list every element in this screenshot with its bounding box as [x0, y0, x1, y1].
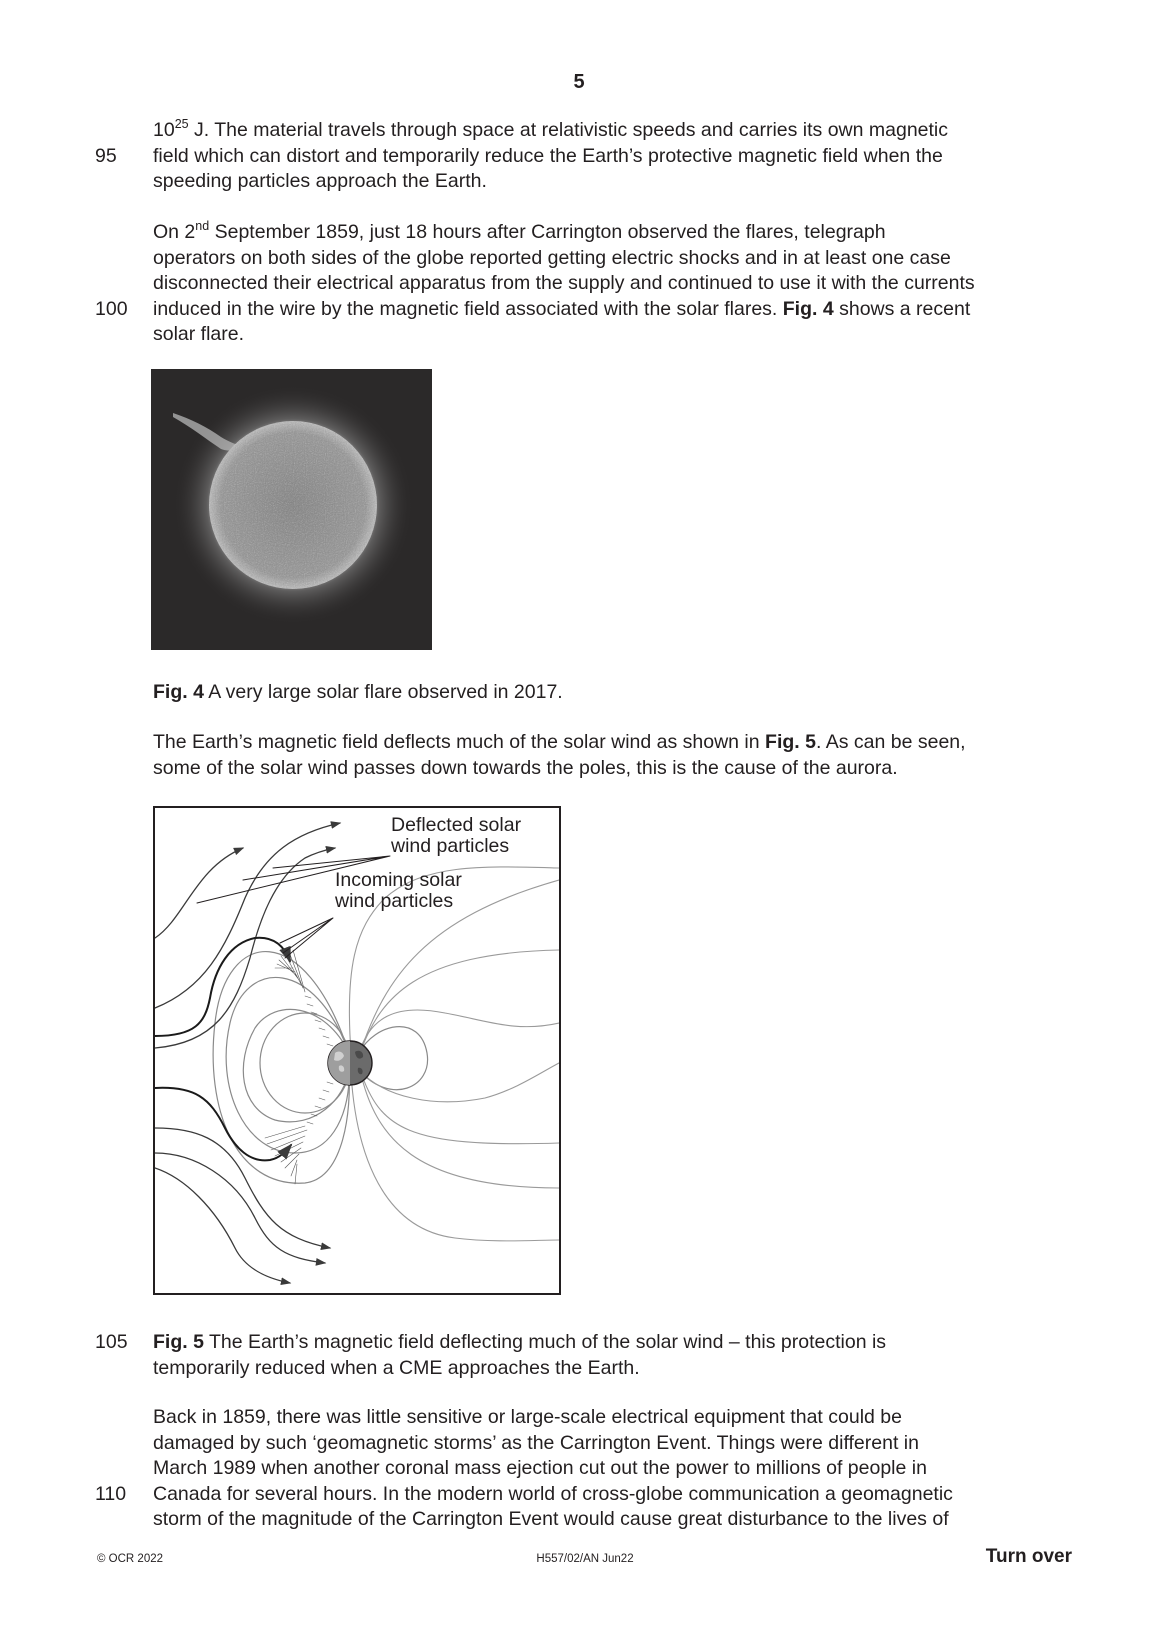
figure-4-caption: Fig. 4 A very large solar flare observed in 2017.	[153, 681, 563, 703]
paragraph-4-line-1: Back in 1859, there was little sensitive or large-scale electrical equipment that could be	[153, 1406, 902, 1428]
paragraph-2-line-3: disconnected their electrical apparatus from the supply and continued to use it with the currents	[153, 272, 975, 295]
line-number-100: 100	[95, 297, 128, 320]
footer-paper-code: H557/02/AN Jun22	[536, 1553, 634, 1565]
line-number-110: 110	[95, 1482, 127, 1505]
paragraph-1-line-1: $10^{25}$ J. The material travels through space at relativistic speeds and carries its own magnetic	[153, 117, 949, 141]
earth-icon	[328, 1041, 372, 1085]
paragraph-4-line-4: Canada for several hours. In the modern world of cross-globe communication a geomagnetic	[153, 1482, 953, 1505]
paragraph-1-line-3: speeding particles approach the Earth.	[153, 170, 487, 193]
paragraph-4-line-5: storm of the magnitude of the Carrington Event would cause great disturbance to the lives of	[153, 1508, 949, 1531]
paragraph-3-line-1: The Earth’s magnetic field deflects much of the solar wind as shown in Fig. 5. As can be seen,	[153, 731, 966, 753]
figure-5-caption-line-2: temporarily reduced when a CME approaches the Earth.	[153, 1356, 640, 1379]
paragraph-2-line-4: induced in the wire by the magnetic field associated with the solar flares. Fig. 4 shows a recent	[153, 297, 971, 320]
paragraph-2-line-5: solar flare.	[153, 323, 245, 346]
fig-4-reference: Fig. 4	[782, 297, 834, 320]
line-number-95: 95	[95, 144, 117, 167]
paragraph-2-line-1: On 2nd September 1859, just 18 hours after Carrington observed the flares, telegraph	[153, 219, 886, 243]
line-number-105: 105	[95, 1331, 128, 1353]
paragraph-4-line-3: March 1989 when another coronal mass ejection cut out the power to millions of people in	[153, 1457, 927, 1480]
paragraph-4-line-2: damaged by such ‘geomagnetic storms’ as the Carrington Event. Things were different in	[153, 1431, 919, 1454]
magnetosphere-diagram	[153, 806, 561, 1295]
turn-over-label: Turn over	[985, 1546, 1072, 1567]
figure-5-caption-line-1: Fig. 5 The Earth’s magnetic field deflecting much of the solar wind – this protection is	[153, 1331, 887, 1353]
paragraph-2-line-2: operators on both sides of the globe reported getting electric shocks and in at least one case	[153, 246, 951, 269]
sun-icon	[151, 369, 432, 650]
label-deflected-solar-wind: Deflected solar wind particles	[391, 814, 522, 857]
paragraph-1-line-2: field which can distort and temporarily reduce the Earth’s protective magnetic field when the	[153, 144, 943, 167]
footer-copyright: © OCR 2022	[97, 1553, 164, 1565]
solar-flare-image	[151, 369, 432, 650]
fig-5-reference: Fig. 5	[765, 731, 816, 753]
label-incoming-solar-wind: Incoming solar wind particles	[335, 869, 462, 912]
page-number: 5	[573, 71, 585, 93]
paragraph-3-line-2: some of the solar wind passes down towards the poles, this is the cause of the aurora.	[153, 756, 898, 779]
